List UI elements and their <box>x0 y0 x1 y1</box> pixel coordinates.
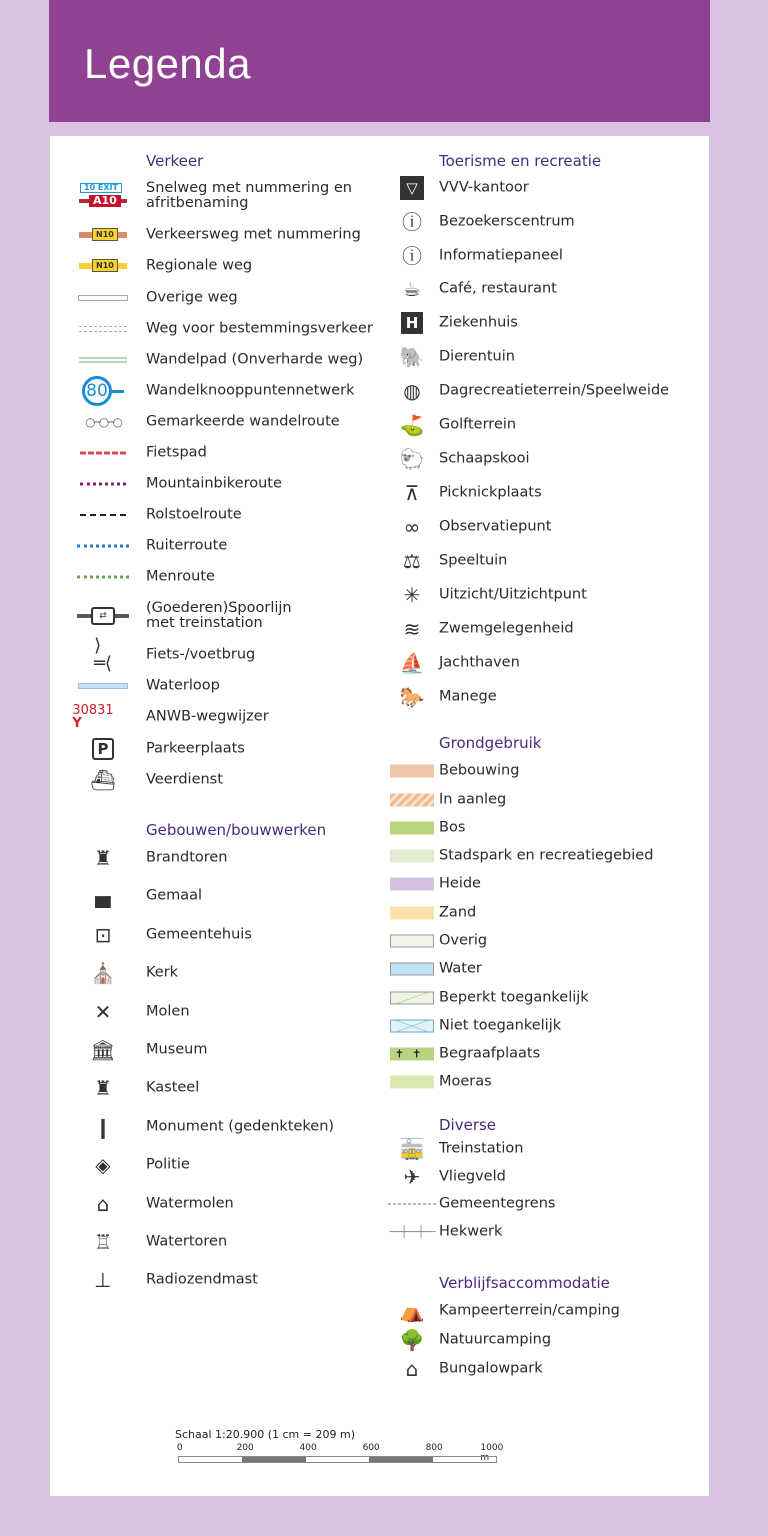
legend-item-label: Watertoren <box>146 1233 228 1250</box>
bridge-icon: ⟩═⟨ <box>94 635 112 674</box>
binoculars-icon: ∞ <box>403 515 421 539</box>
legend-item-label: Bezoekerscentrum <box>439 213 575 230</box>
section-header: Verkeer <box>146 152 204 170</box>
cycle-path-icon <box>80 452 126 455</box>
playground-icon: ⚖ <box>403 549 421 573</box>
swatch-cemetery-icon: ✝✝ <box>390 1048 434 1061</box>
horse-route-icon <box>77 545 129 548</box>
legend-item-label: In aanleg <box>439 791 507 808</box>
legend-item-label: Treinstation <box>439 1140 524 1157</box>
legend-item-label: Café, restaurant <box>439 280 557 297</box>
windmill-icon: ✕ <box>94 1000 112 1024</box>
section-header: Verblijfsaccommodatie <box>439 1274 610 1292</box>
sheep-icon: 🐑 <box>399 447 425 471</box>
scale-tick: 1000 m <box>480 1443 504 1463</box>
legend-item-label: Wandelknooppuntennetwerk <box>146 382 355 399</box>
legend-item-label: Begraafplaats <box>439 1045 541 1062</box>
walking-node-icon: 80 <box>82 376 124 406</box>
museum-icon: 🏛 <box>90 1038 116 1062</box>
zoo-icon: 🐘 <box>399 345 425 369</box>
picnic-icon: ⊼ <box>404 481 420 505</box>
legend-item-label: Schaapskooi <box>439 450 530 467</box>
parking-icon: P <box>92 738 114 760</box>
fire-tower-icon: ♜ <box>94 846 112 870</box>
legend-item-label: Golfterrein <box>439 416 517 433</box>
legend-item-label: Brandtoren <box>146 849 228 866</box>
marina-icon: ⛵ <box>399 651 425 675</box>
pumping-station-icon: ▄ <box>95 884 111 908</box>
swatch-bordered-icon <box>390 963 434 976</box>
nature-camping-icon: 🌳 <box>399 1328 425 1352</box>
legend-item-label: Politie <box>146 1156 190 1173</box>
swimming-icon: ≋ <box>403 617 421 641</box>
section-header: Grondgebruik <box>439 734 542 752</box>
legend-item-label: Zand <box>439 904 477 921</box>
legend-item-label: Picknickplaats <box>439 484 542 501</box>
ferry-icon: ⛴ <box>90 768 116 792</box>
swatch-icon <box>390 765 434 778</box>
legend-item-label: (Goederen)Spoorlijn met treinstation <box>146 600 292 631</box>
legend-item-label: Rolstoelroute <box>146 506 242 523</box>
airport-icon: ✈ <box>403 1165 421 1189</box>
section-header: Diverse <box>439 1116 497 1134</box>
legend-item-label: Overige weg <box>146 289 238 306</box>
legend-item-label: Regionale weg <box>146 257 253 274</box>
legend-item-label: Bungalowpark <box>439 1360 543 1377</box>
legend-item-label: ANWB-wegwijzer <box>146 708 269 725</box>
castle-icon: ♜ <box>94 1076 112 1100</box>
swatch-icon <box>390 907 434 920</box>
ball-icon: ◍ <box>403 379 421 403</box>
fence-icon: ──┼──┼── <box>389 1225 435 1239</box>
motorway-A10-icon: 10 EXIT A10 <box>79 183 127 209</box>
legend-item-label: Beperkt toegankelijk <box>439 989 589 1006</box>
town-hall-icon: ⊡ <box>94 923 112 947</box>
other-road-icon <box>78 295 128 301</box>
waterway-icon <box>78 683 128 689</box>
swatch-bordered-icon <box>390 935 434 948</box>
legend-item-label: Ruiterroute <box>146 537 228 554</box>
cafe-icon: ☕ <box>403 277 421 301</box>
legend-item-label: Hekwerk <box>439 1223 503 1240</box>
legend-item-label: Wandelpad (Onverharde weg) <box>146 351 364 368</box>
railway-icon: ⇄ <box>77 607 129 625</box>
golf-icon: ⛳ <box>399 413 425 437</box>
header-bar <box>49 0 710 122</box>
visitor-centre-icon: ⓘ <box>402 210 422 234</box>
legend-item-label: Menroute <box>146 568 215 585</box>
legend-item-label: Mountainbikeroute <box>146 475 282 492</box>
legend-item-label: Veerdienst <box>146 771 223 788</box>
section-header: Toerisme en recreatie <box>439 152 602 170</box>
legend-item-label: Verkeersweg met nummering <box>146 226 361 243</box>
scale-tick: 200 <box>236 1443 254 1453</box>
legend-item-label: Museum <box>146 1041 208 1058</box>
info-panel-icon: ⓘ <box>402 244 422 268</box>
legend-item-label: Niet toegankelijk <box>439 1017 562 1034</box>
legend-item-label: Observatiepunt <box>439 518 552 535</box>
water-tower-icon: ♖ <box>94 1230 112 1254</box>
regional-road-N10-icon: N10 <box>79 259 127 273</box>
main-road-N10-icon: N10 <box>79 228 127 242</box>
church-icon: ⛪ <box>90 961 116 985</box>
legend-item-label: Kerk <box>146 964 179 981</box>
legend-item-label: Jachthaven <box>439 654 520 671</box>
legend-item-label: VVV-kantoor <box>439 179 529 196</box>
scale-label: Schaal 1:20.900 (1 cm = 209 m) <box>175 1428 355 1441</box>
carriage-route-icon <box>77 576 129 579</box>
section-header: Gebouwen/bouwwerken <box>146 821 327 839</box>
legend-item-label: Natuurcamping <box>439 1331 552 1348</box>
viewpoint-icon: ✳ <box>403 583 421 607</box>
legend-item-label: Weg voor bestemmingsverkeer <box>146 320 373 337</box>
destination-road-icon <box>79 326 127 332</box>
legend-item-label: Fiets-/voetbrug <box>146 646 256 663</box>
legend-item-label: Zwemgelegenheid <box>439 620 574 637</box>
legend-panel <box>50 136 709 1496</box>
camping-icon: ⛺ <box>399 1299 425 1323</box>
legend-item-label: Dierentuin <box>439 348 515 365</box>
swatch-hatched-icon <box>390 794 434 807</box>
legend-item-label: Kasteel <box>146 1079 200 1096</box>
legend-item-label: Bebouwing <box>439 762 520 779</box>
wheelchair-route-icon <box>80 514 126 516</box>
train-station-icon: 🚋 <box>399 1137 425 1161</box>
bungalow-icon: ⌂ <box>405 1357 419 1381</box>
page-title: Legenda <box>84 40 252 87</box>
legend-item-label: Speeltuin <box>439 552 508 569</box>
legend-item-label: Ziekenhuis <box>439 314 518 331</box>
scale-tick: 0 <box>176 1443 183 1453</box>
swatch-cross-icon <box>390 1020 434 1033</box>
legend-item-label: Uitzicht/Uitzichtpunt <box>439 586 587 603</box>
radio-mast-icon: ⊥ <box>94 1268 112 1292</box>
legend-item-label: Fietspad <box>146 444 207 461</box>
swatch-icon <box>390 850 434 863</box>
watermill-icon: ⌂ <box>96 1192 110 1216</box>
legend-item-label: Gemeentegrens <box>439 1195 556 1212</box>
swatch-icon <box>390 878 434 891</box>
legend-item-label: Molen <box>146 1003 190 1020</box>
legend-item-label: Moeras <box>439 1073 492 1090</box>
legend-item-label: Radiozendmast <box>146 1271 258 1288</box>
legend-item-label: Informatiepaneel <box>439 247 563 264</box>
legend-item-label: Stadspark en recreatiegebied <box>439 847 654 864</box>
police-icon: ◈ <box>95 1153 111 1177</box>
scale-tick: 400 <box>299 1443 317 1453</box>
vvv-icon: ▽ <box>400 176 424 200</box>
municipal-border-icon <box>388 1204 436 1205</box>
legend-item-label: Bos <box>439 819 466 836</box>
swatch-diagonal-icon <box>390 992 434 1005</box>
legend-item-label: Overig <box>439 932 488 949</box>
scale-bar <box>178 1456 497 1463</box>
legend-item-label: Watermolen <box>146 1195 234 1212</box>
scale-tick: 600 <box>362 1443 380 1453</box>
footpath-icon <box>79 358 127 363</box>
legend-item-label: Heide <box>439 875 481 892</box>
legend-item-label: Water <box>439 960 482 977</box>
legend-item-label: Gemarkeerde wandelroute <box>146 413 340 430</box>
legend-item-label: Parkeerplaats <box>146 740 245 757</box>
legend-item-label: Kampeerterrein/camping <box>439 1302 620 1319</box>
swatch-icon <box>390 822 434 835</box>
legend-item-label: Waterloop <box>146 677 220 694</box>
swatch-icon <box>390 1076 434 1089</box>
legend-item-label: Monument (gedenkteken) <box>146 1118 335 1135</box>
horse-icon: 🐎 <box>399 685 425 709</box>
legend-item-label: Manege <box>439 688 497 705</box>
monument-icon: ❙ <box>94 1115 112 1139</box>
legend-item-label: Dagrecreatieterrein/Speelweide <box>439 382 670 399</box>
legend-item-label: Gemeentehuis <box>146 926 252 943</box>
scale-tick: 800 <box>425 1443 443 1453</box>
legend-item-label: Gemaal <box>146 887 203 904</box>
mtb-route-icon <box>80 483 126 486</box>
marked-walk-route-icon: ○─○─○ <box>85 415 121 429</box>
signpost-icon: 30831 Y <box>72 703 114 731</box>
legend-item-label: Vliegveld <box>439 1168 506 1185</box>
legend-item-label: Snelweg met nummering en afritbenaming <box>146 180 352 211</box>
hospital-icon: H <box>401 312 423 334</box>
